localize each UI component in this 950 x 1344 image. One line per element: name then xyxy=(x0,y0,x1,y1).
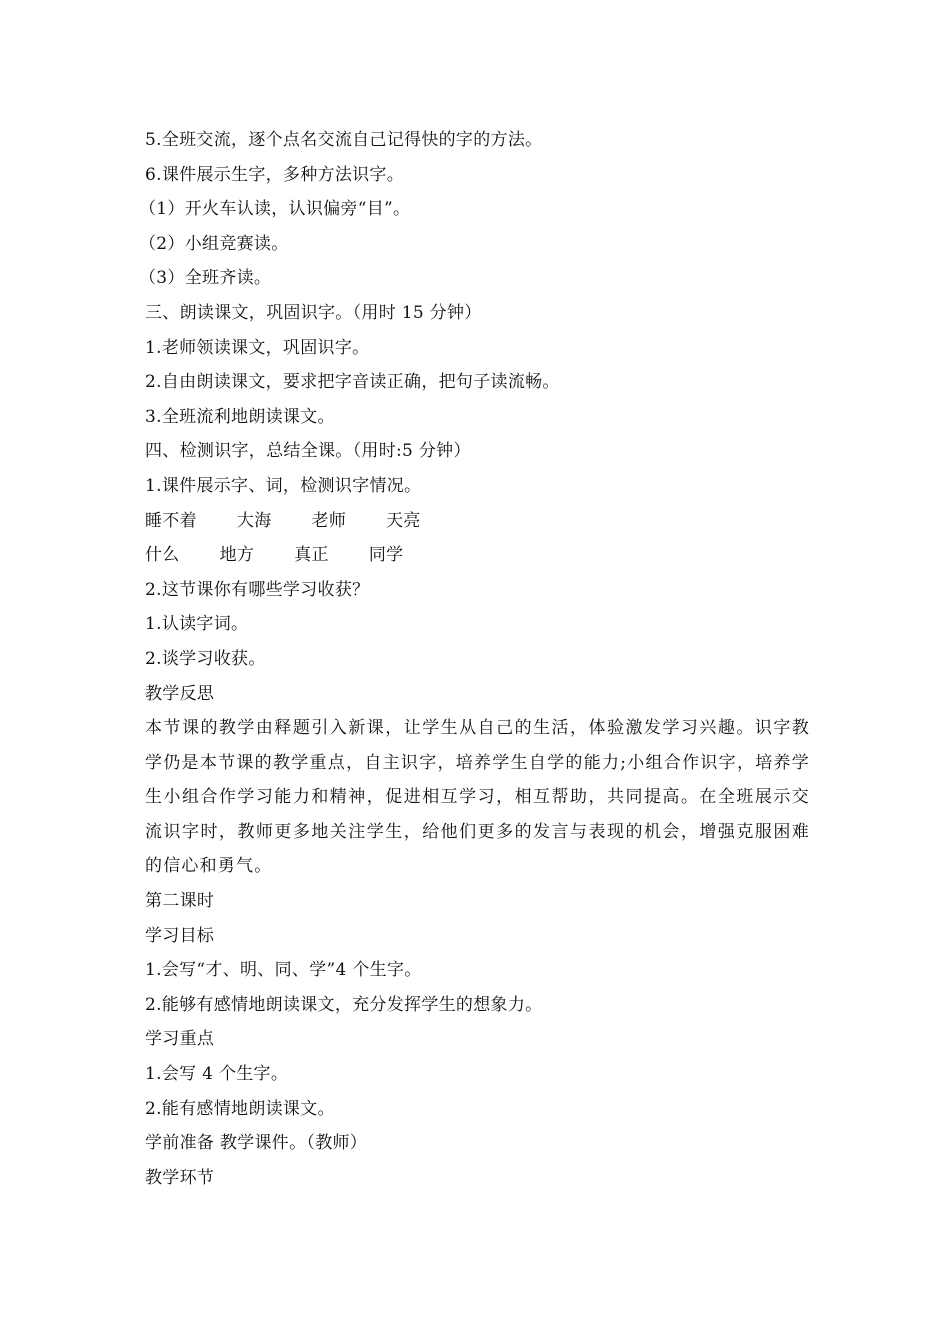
text-line: 6.课件展示生字，多种方法识字。 xyxy=(145,164,405,185)
text-line: 2.能够有感情地朗读课文，充分发挥学生的想象力。 xyxy=(145,994,543,1015)
text-line: （3）全班齐读。 xyxy=(139,268,272,289)
word-item: 地方 xyxy=(219,545,255,566)
word-item: 老师 xyxy=(311,510,347,531)
section-heading: 学习目标 xyxy=(145,925,215,946)
reflection-paragraph: 本节课的教学由释题引入新课，让学生从自己的生活，体验激发学习兴趣。识字教学仍是本节课的教学重点，自主识字，培养学生自学的能力;小组合作识字，培养学生小组合作学习能力和精神，促进相互学习，相互帮助，共同提高。在全班展示交流识字时，教师更多地关注学生，给他们更多的发言与表现的机会，增强克服困难的信心和勇气。 xyxy=(145,718,810,877)
text-line: 5.全班交流，逐个点名交流自己记得快的字的方法。 xyxy=(145,130,543,150)
section-heading: 三、朗读课文，巩固识字。（用时 15 分钟） xyxy=(145,302,482,323)
text-line: （1）开火车认读，认识偏旁“目”。 xyxy=(139,199,411,220)
text-line: 3.全班流利地朗读课文。 xyxy=(145,406,335,427)
text-line: 1.会写“才、明、同、学”4 个生字。 xyxy=(145,960,422,981)
section-heading: 教学环节 xyxy=(145,1167,215,1188)
word-list-row-1 xyxy=(145,504,810,539)
section-heading: 学习重点 xyxy=(145,1029,215,1050)
text-line: 2.自由朗读课文，要求把字音读正确，把句子读流畅。 xyxy=(145,372,560,393)
word-item: 大海 xyxy=(236,510,272,531)
text-line: （2）小组竞赛读。 xyxy=(139,233,289,254)
word-item: 天亮 xyxy=(386,510,421,531)
word-item: 真正 xyxy=(294,545,329,566)
section-heading: 第二课时 xyxy=(145,891,215,912)
text-line: 1.认读字词。 xyxy=(145,614,249,635)
word-item: 同学 xyxy=(368,545,404,566)
text-line: 2.能有感情地朗读课文。 xyxy=(145,1098,335,1119)
word-item: 睡不着 xyxy=(145,510,197,531)
document-body xyxy=(139,123,810,1195)
text-line: 学前准备 教学课件。（教师） xyxy=(145,1133,368,1154)
word-list-row-2 xyxy=(145,538,810,573)
text-line: 2.谈学习收获。 xyxy=(145,648,266,669)
section-heading: 教学反思 xyxy=(145,683,215,704)
text-line: 1.课件展示字、词，检测识字情况。 xyxy=(145,475,422,496)
text-line: 1.会写 4 个生字。 xyxy=(145,1064,289,1085)
text-line: 1.老师领读课文，巩固识字。 xyxy=(145,337,370,358)
word-item: 什么 xyxy=(145,545,180,566)
section-heading: 四、检测识字，总结全课。（用时:5 分钟） xyxy=(145,441,471,462)
text-line: 2.这节课你有哪些学习收获？ xyxy=(145,579,370,600)
